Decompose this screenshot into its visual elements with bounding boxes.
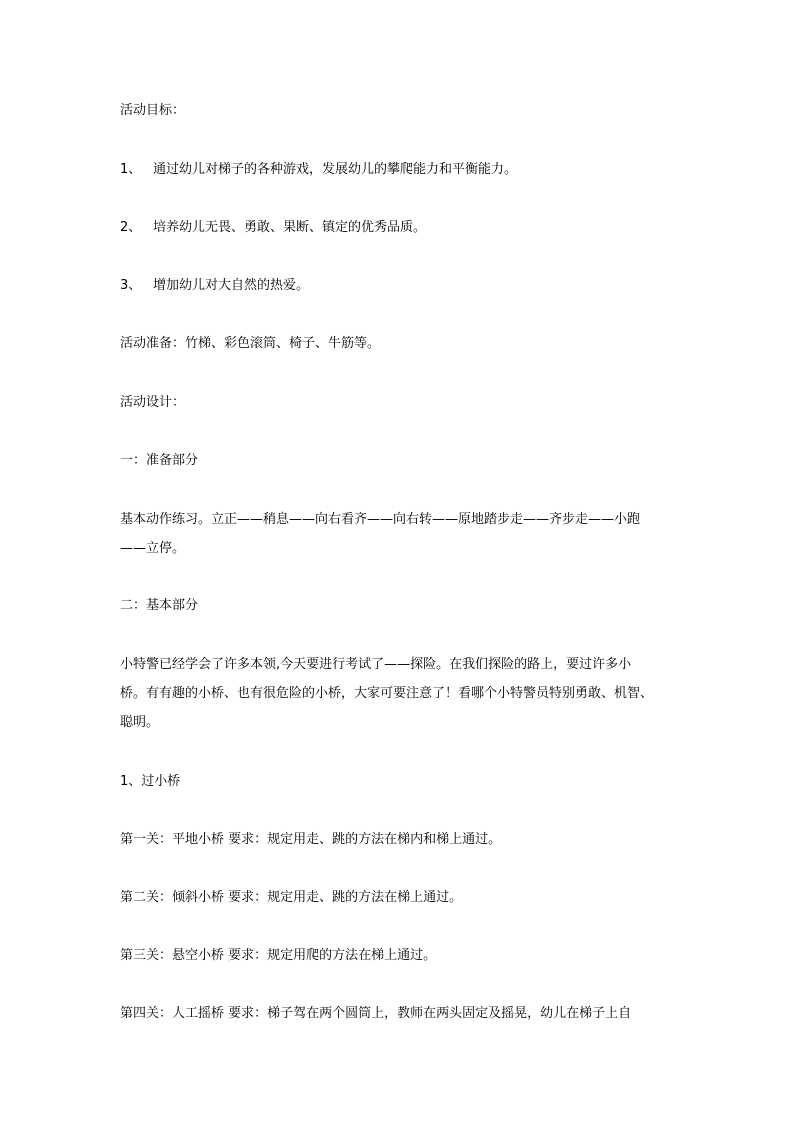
part2-text-line: 小特警已经学会了许多本领,今天要进行考试了——探险。在我们探险的路上，要过许多小 [120, 657, 632, 672]
preparation-text: 活动准备：竹梯、彩色滚筒、椅子、牛筋等。 [120, 336, 381, 351]
section1-heading: 1、过小桥 [120, 774, 181, 789]
part1-text-line: ——立停。 [120, 541, 186, 556]
goal-item-2 [120, 213, 680, 242]
goal-item-3 [120, 271, 680, 300]
level-item: 第二关：倾斜小桥 要求：规定用走、跳的方法在梯上通过。 [120, 890, 463, 905]
part2-text-line: 聪明。 [120, 715, 160, 730]
goal-text: 培养幼儿无畏、勇敢、果断、镇定的优秀品质。 [153, 220, 427, 235]
level-item: 第一关：平地小桥 要求：规定用走、跳的方法在梯内和梯上通过。 [120, 832, 502, 847]
part1-heading: 一：准备部分 [120, 453, 199, 468]
goal-item-1 [120, 155, 680, 184]
part2-text-line: 桥。有有趣的小桥、也有很危险的小桥，大家可要注意了！看哪个小特警员特别勇敢、机智、 [120, 686, 654, 701]
goal-text: 增加幼儿对大自然的热爱。 [153, 278, 310, 293]
design-heading: 活动设计： [120, 395, 186, 410]
goal-number: 2、 [120, 220, 142, 235]
level-item: 第三关：悬空小桥 要求：规定用爬的方法在梯上通过。 [120, 948, 437, 963]
level-item: 第四关：人工摇桥 要求：梯子驾在两个圆筒上，教师在两头固定及摇晃，幼儿在梯子上自 [120, 1006, 632, 1021]
part1-text-line: 基本动作练习。立正——稍息——向右看齐——向右转——原地踏步走——齐步走——小跑 [120, 512, 641, 527]
goal-number: 1、 [120, 162, 142, 177]
goal-heading: 活动目标： [120, 103, 186, 118]
part2-heading: 二：基本部分 [120, 598, 199, 613]
goal-text: 通过幼儿对梯子的各种游戏，发展幼儿的攀爬能力和平衡能力。 [153, 162, 518, 177]
goal-number: 3、 [120, 278, 142, 293]
